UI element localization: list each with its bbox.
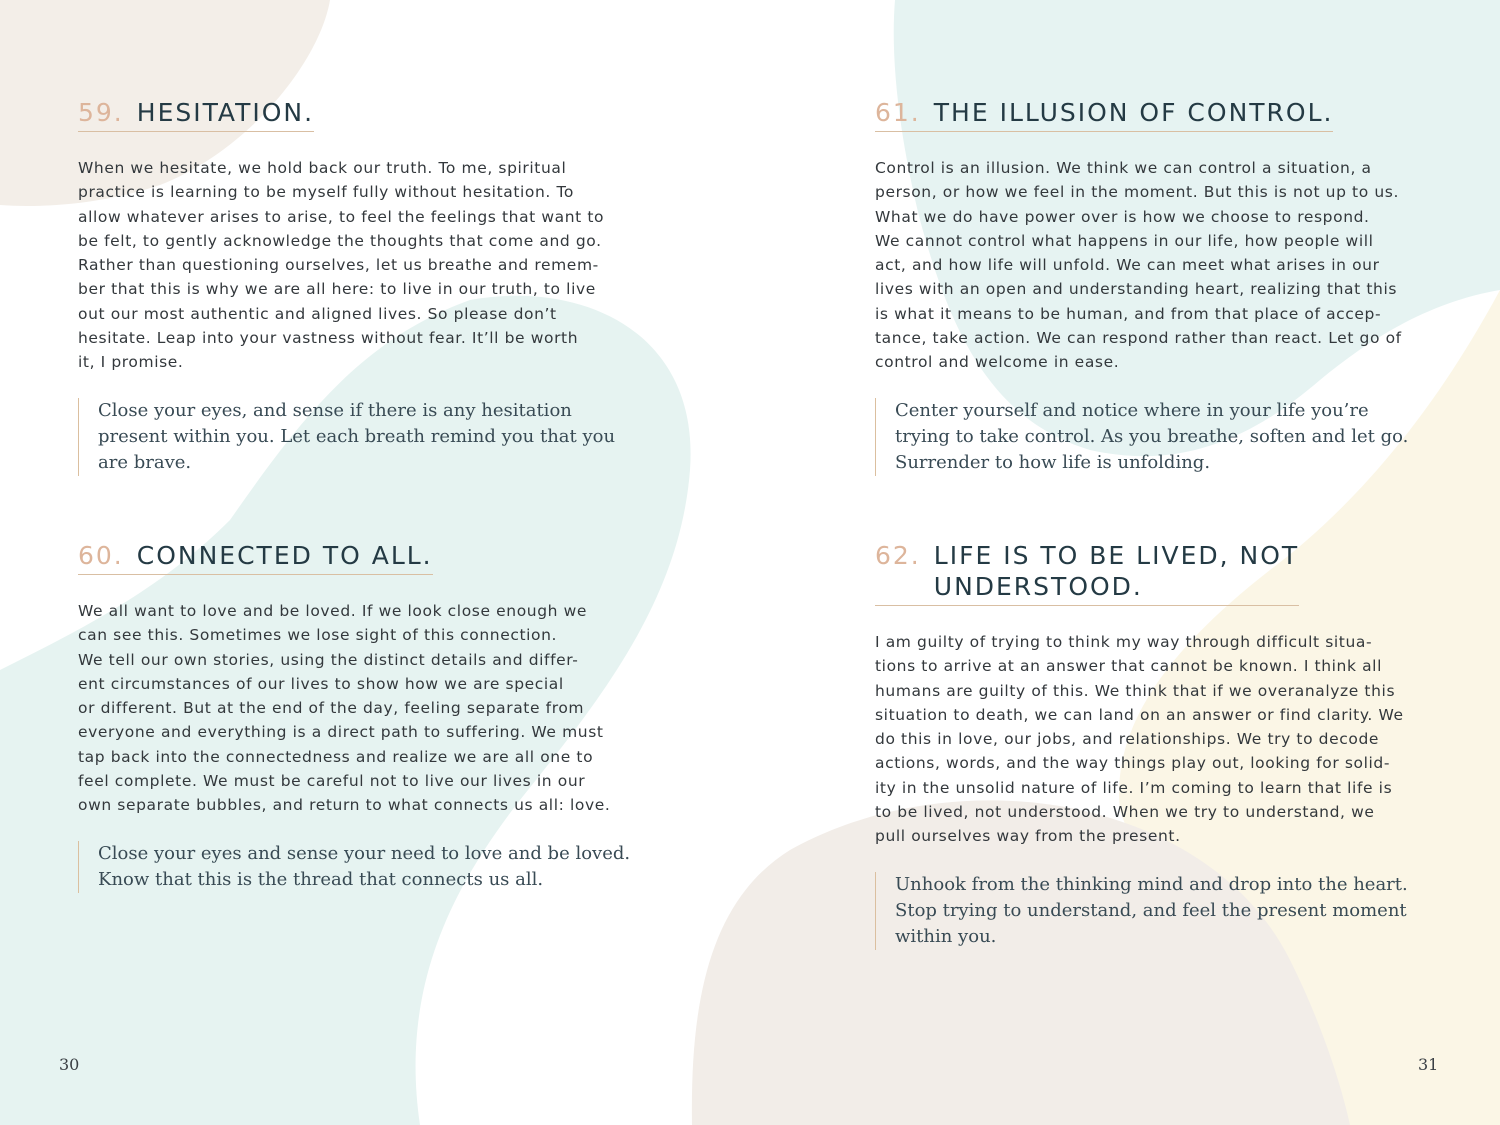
meditation-prompt bbox=[875, 872, 1435, 950]
body-line: or different. But at the end of the day, feeling separate from bbox=[78, 699, 585, 718]
body-line: to be lived, not understood. When we try to understand, we bbox=[875, 803, 1375, 822]
quote-line: Close your eyes, and sense if there is any hesitation bbox=[98, 399, 572, 421]
heading-underline bbox=[875, 131, 1333, 132]
body-line: is what it means to be human, and from that place of accep- bbox=[875, 304, 1382, 323]
section-body bbox=[875, 156, 1435, 375]
meditation-prompt bbox=[78, 841, 638, 893]
quote-line: present within you. Let each breath remind you that you bbox=[98, 425, 616, 447]
body-line: situation to death, we can land on an answer or find clarity. We bbox=[875, 705, 1404, 724]
body-line: I am guilty of trying to think my way through difficult situa- bbox=[875, 633, 1373, 651]
body-line: Control is an illusion. We think we can control a situation, a bbox=[875, 159, 1372, 177]
section-heading bbox=[78, 540, 433, 573]
section-body bbox=[875, 630, 1435, 849]
body-line: tance, take action. We can respond rather than react. Let go of bbox=[875, 329, 1402, 348]
section-title-line: UNDERSTOOD. bbox=[933, 572, 1143, 601]
body-line: actions, words, and the way things play out, looking for solid- bbox=[875, 754, 1391, 773]
page-number-right: 31 bbox=[1418, 1055, 1439, 1074]
section-number: 61. bbox=[875, 98, 921, 127]
body-line: What we do have power over is how we choose to respond. bbox=[875, 207, 1370, 226]
section-60 bbox=[78, 540, 638, 893]
heading-underline bbox=[875, 605, 1299, 606]
body-line: Rather than questioning ourselves, let us breathe and remem- bbox=[78, 256, 599, 275]
body-line: When we hesitate, we hold back our truth. To me, spiritual bbox=[78, 159, 567, 177]
section-body bbox=[78, 599, 638, 818]
section-heading bbox=[875, 540, 1299, 604]
body-line: feel complete. We must be careful not to live our lives in our bbox=[78, 772, 586, 791]
body-line: everyone and everything is a direct path to suffering. We must bbox=[78, 723, 604, 742]
body-line: do this in love, our jobs, and relationships. We try to decode bbox=[875, 730, 1380, 749]
section-61 bbox=[875, 97, 1435, 476]
quote-line: Stop trying to understand, and feel the present moment bbox=[895, 899, 1407, 921]
heading-block bbox=[78, 97, 314, 132]
section-title bbox=[934, 540, 1299, 602]
heading-block bbox=[78, 540, 433, 575]
section-title: THE ILLUSION OF CONTROL. bbox=[933, 98, 1334, 127]
section-title-line: LIFE IS TO BE LIVED, NOT bbox=[933, 541, 1300, 570]
body-line: We all want to love and be loved. If we look close enough we bbox=[78, 602, 588, 620]
body-line: person, or how we feel in the moment. But this is not up to us. bbox=[875, 183, 1399, 202]
quote-line: trying to take control. As you breathe, soften and let go. bbox=[895, 425, 1409, 447]
page-number-left: 30 bbox=[59, 1055, 80, 1074]
body-line: own separate bubbles, and return to what connects us all: love. bbox=[78, 796, 611, 815]
body-line: lives with an open and understanding heart, realizing that this bbox=[875, 280, 1398, 299]
quote-line: within you. bbox=[895, 925, 997, 947]
section-59 bbox=[78, 97, 638, 476]
body-line: ity in the unsolid nature of life. I’m coming to learn that life is bbox=[875, 778, 1393, 797]
quote-line: Unhook from the thinking mind and drop into the heart. bbox=[895, 873, 1408, 895]
section-number: 59. bbox=[78, 98, 124, 127]
quote-line: Know that this is the thread that connects us all. bbox=[98, 868, 544, 890]
heading-underline bbox=[78, 131, 314, 132]
body-line: We cannot control what happens in our life, how people will bbox=[875, 231, 1374, 250]
body-line: practice is learning to be myself fully without hesitation. To bbox=[78, 183, 575, 202]
body-line: it, I promise. bbox=[78, 353, 184, 372]
section-title: HESITATION. bbox=[136, 98, 315, 127]
body-line: humans are guilty of this. We think that if we overanalyze this bbox=[875, 681, 1396, 700]
body-line: can see this. Sometimes we lose sight of this connection. bbox=[78, 626, 558, 645]
body-line: ber that this is why we are all here: to live in our truth, to live bbox=[78, 280, 596, 299]
body-line: hesitate. Leap into your vastness without fear. It’ll be worth bbox=[78, 329, 579, 348]
quote-line: Surrender to how life is unfolding. bbox=[895, 451, 1211, 473]
body-line: tap back into the connectedness and realize we are all one to bbox=[78, 747, 594, 766]
section-heading bbox=[78, 97, 314, 130]
body-line: pull ourselves way from the present. bbox=[875, 827, 1181, 846]
quote-line: Center yourself and notice where in your life you’re bbox=[895, 399, 1369, 421]
body-line: act, and how life will unfold. We can meet what arises in our bbox=[875, 256, 1380, 275]
section-title: CONNECTED TO ALL. bbox=[136, 541, 433, 570]
section-body bbox=[78, 156, 638, 375]
body-line: be felt, to gently acknowledge the thoughts that come and go. bbox=[78, 231, 602, 250]
body-line: allow whatever arises to arise, to feel the feelings that want to bbox=[78, 207, 605, 226]
body-line: ent circumstances of our lives to show how we are special bbox=[78, 674, 564, 693]
meditation-prompt bbox=[875, 398, 1435, 476]
quote-line: Close your eyes and sense your need to love and be loved. bbox=[98, 842, 631, 864]
heading-underline bbox=[78, 574, 433, 575]
heading-block bbox=[875, 540, 1299, 606]
section-number: 62. bbox=[875, 541, 921, 570]
meditation-prompt bbox=[78, 398, 638, 476]
body-line: We tell our own stories, using the distinct details and differ- bbox=[78, 650, 579, 669]
section-heading bbox=[875, 97, 1333, 130]
section-62 bbox=[875, 540, 1435, 950]
body-line: out our most authentic and aligned lives. So please don’t bbox=[78, 304, 557, 323]
body-line: tions to arrive at an answer that cannot be known. I think all bbox=[875, 657, 1382, 676]
quote-line: are brave. bbox=[98, 451, 192, 473]
section-number: 60. bbox=[78, 541, 124, 570]
body-line: control and welcome in ease. bbox=[875, 353, 1120, 372]
heading-block bbox=[875, 97, 1333, 132]
